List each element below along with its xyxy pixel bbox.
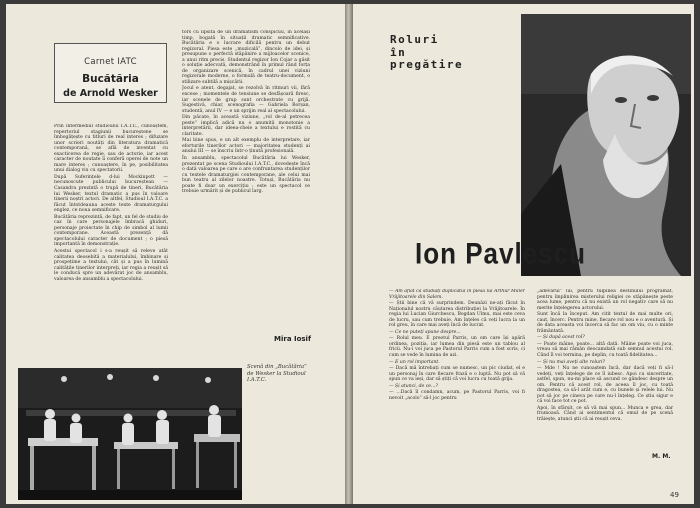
paragraph: — Știi bine că vă surprindem. Deunăzi ne-ați făcut în Naționalul nostru căutarea distribuției la Vrăjitoarele. În regia lui Lucian Giurchescu, Bogdan Ulmu, mai este ceva de lucru, sau cum trebuie. Am înțeles că veți lucra la un rol greu, în care mai aveți încă de lucrat. — [389, 301, 525, 329]
paragraph: — Poate mâine, poate... altă dată. Mâine poate voi juca, vreau să mai rămân deocamdată sub semnul acestui rol. Când îl voi termina, pe deplin, cu toată fidelitatea... — [537, 341, 673, 359]
section-title-line: în — [390, 45, 407, 59]
paragraph: Prin intermediul studioului I.A.T.C., cunoaștem, repertoriul stagiunii bucureștene se îmbogățește cu titluri de real interes ; difuzare unor scrieri noutăți din literatura dramatică contemporană, se află de inventat cu exacticerea de regie, sau de actorie, iar acest caracter de noutate îi conferă operei de note un mare interes ; cunoaștere, în pe, posibilitatea unui dialog viu cu spectatorii. — [54, 124, 168, 174]
left-article-column-2 — [182, 30, 310, 330]
article-title: Bucătăria — [82, 73, 139, 85]
page-number: 49 — [670, 491, 679, 499]
right-page — [353, 4, 694, 504]
paragraph: În ansamblu, spectacolul Bucătăria lui Wesker, prezentat pe scena Studioului I.A.T.C., dovedește încă o dată valoarea pe care o are confruntarea studenților cu textele dramaturgiei contemporane, ale celui mai bun teatru al zilelor noastre. Totuși, Bucătăria nu poate fi doar un exercițiu ; este un spectacol ce trebuie urmărit și de publicul larg. — [182, 156, 310, 195]
paragraph: — Și nu mai aveți alte roluri? — [537, 359, 606, 365]
interview-subject-name: Ion Pavlescu — [415, 236, 586, 271]
paragraph: Acestui spectacol i s-a reușit să releve atât calitatea deosebită a materialului, îmbinare și prospețime a textului, cât și a pus în lumină calitățile tinerilor interpreți, iar regia a reușit să le conducă spre un adevărat joc de ansamblu, valoarea de ansamblu a spectacolului. — [54, 249, 168, 282]
paragraph: Jocul e atent, degajat, se rezolvă în ritmuri vii, fără excese ; momentele de tensiune se desfășoară firesc, iar scenele de grup sunt orchestrate cu grijă. Sugestivă, chiar, scenografia — Gabriela Borșan, studentă, anul IV — e un sprijin real al spectacolului. — [182, 86, 310, 114]
paragraph: tors cu lipsită de un dramatism conspicuu, în același timp, bogată în situații dramatic semnificative. Bucătăria e o lucrare dificilă pentru un debut regizoral. Piesa este „muzicală”, dincolo de idei, și presupune o perfectă stăpânire a mijloacelor scenice, a unui ritm precis. Studentul regizor Ion Cojar a găsit o soluție adecvată, demonstrând în primul rând forța de organizare scenică, în cadrul unei viziuni regizorale moderne, o formulă de teatru-document, o stilizare subtilă a mișcării. — [182, 30, 310, 85]
author-initials: M. M. — [652, 453, 671, 460]
section-title — [390, 34, 463, 72]
magazine-spread — [6, 4, 694, 504]
section-title-line: pregătire — [390, 58, 464, 71]
paragraph: — Ce ne puteți spune despre... — [389, 329, 461, 335]
paragraph: — Și atunci, de ce...? — [389, 383, 438, 389]
paragraph: — ...Dacă îl condamn, acum, pe Pastorul Parris, voi fi nevoit „acolo” să-l joc pentru — [389, 390, 525, 401]
paragraph: — E un rol important. — [389, 359, 440, 365]
author-signature: Mira Iosif — [274, 335, 312, 343]
kitchen-scene-photo — [18, 368, 242, 500]
paragraph: — Și după acest rol? — [537, 335, 585, 341]
photo-caption: Scenă din „Bucătăria” de Wesker la Studioul I.A.T.C. — [247, 364, 307, 384]
paragraph: „adevărul” lui, pentru tulpinea destinului programat, pentru împlinirea misterului religiei ce stăpânește peste acea lume, pentru că nu există un rol negativ care să nu merite înțelegerea actorului. — [537, 289, 673, 311]
left-article-column-1 — [54, 124, 168, 362]
paragraph: Mai bine spus, e un alt exemplu de interpretare, iar eforturile tinerilor actori — majoritatea studenți ai anului III — se înscriu într-o ținută profesională. — [182, 138, 310, 155]
paragraph: După Suferințele d-lui Mockinpott — necunoscute publicului bucureștean — Casandra prezintă o trupă de tineri, Bucătăria lui Wesker, textul dramatic a pus în valoare tinerii noștri actori. De altfel, Studioul I.A.T.C. a făcut întotdeauna aceste texte dramaturgului englez, ce noua semnificare. — [54, 174, 168, 214]
binding-gutter — [345, 4, 353, 504]
paragraph: — Rolul meu. E preotul Parris, un om care își apără ordinea, poziția, iar lumea din piesă este un tablou al fricii. Nu-i voi juca pe Pastorul Parris cum a fost scris, ci cum se vede în lumina de azi. — [389, 336, 525, 359]
paragraph: — Am aflat că studiați duplicatul în piesa lui Arthur Miller Vrăjitoarele din Salem. — [389, 289, 525, 300]
interview-column-1 — [389, 289, 525, 494]
paragraph: Bucătăria reprezintă, de fapt, un fel de studiu de caz în care personajele îmbracă ghiduri, personaje proiectate în chip de simbol al lumii contemporane. Această prezență dă spectacolului caracter de document ; o piesă importantă în demonstrație. — [54, 214, 168, 248]
column-tag: Carnet IATC — [84, 57, 137, 67]
section-title-line: Roluri — [390, 33, 439, 46]
left-page — [6, 4, 345, 504]
article-title-box — [54, 43, 167, 103]
paragraph: — Dacă mă întrebați cum se numesc, un pic ciudat, el e un personaj în care fiecare frază e o luptă. Nu pot să vă spun ce va ieși, dar să știți că voi lucra cu toată grija. — [389, 366, 525, 383]
paragraph: — Mde ! Nu ne cunoaștem încă, dar dacă veți fi să-l vedeți, veți înțelege de ce îl iubesc. Apoi cu sinceritate, astfel, spun, nu-mi place să ascund ce gândesc despre un om. Pentru că acest rol, de aceea îl joc, cu toată dragostea, ca să-l arăt cum e, cu bunele și relele lui. Nu pot să joc pe cineva pe care nu-l înțeleg. Ce știu sigur e că voi face tot ce pot. — [537, 366, 673, 405]
interview-column-2 — [537, 289, 673, 449]
paragraph: Sunt încă la început. Am citit textul de mai multe ori, caut, încerc. Pentru mine, fiecare rol nou e o aventură. Și de data aceasta voi încerca să fac un om viu, cu o minte frământată. — [537, 312, 673, 334]
paragraph: Apoi, în sfârșit, ce să vă mai spun... Munca e grea, dar frumoasă. Când ai sentimentul că omul de pe scenă trăiește, atunci știi că ai reușit ceva. — [537, 405, 673, 423]
article-subtitle: de Arnold Wesker — [63, 88, 158, 99]
paragraph: Din păcate, în această viziune, „rol de-al petrecea peste” implică adică nu o anumită monotonie a interpretării, dar ideea-cheie a textului e rostită cu claritate. — [182, 115, 310, 137]
